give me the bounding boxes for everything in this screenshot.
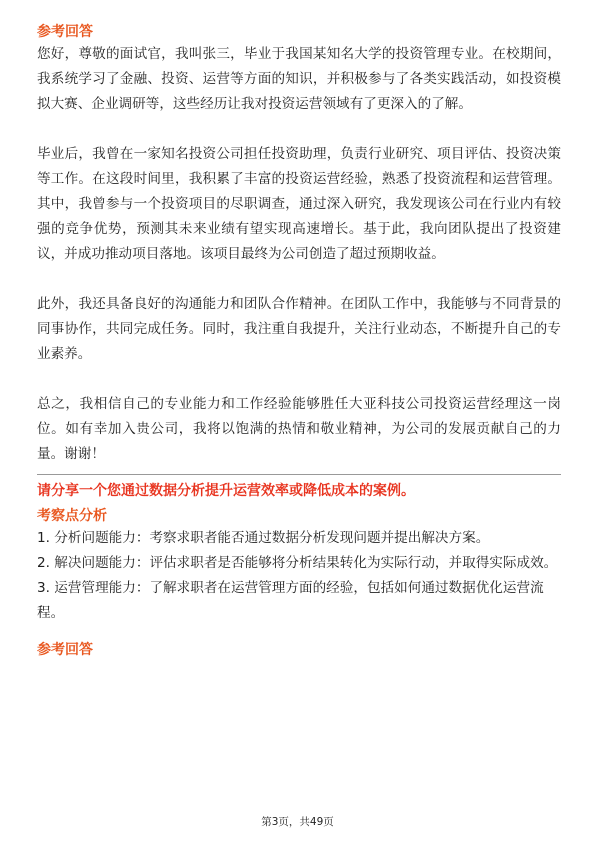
reference-answer-heading: 参考回答 — [37, 24, 93, 40]
analysis-item-2: 2. 解决问题能力：评估求职者是否能够将分析结果转化为实际行动，并取得实际成效。 — [37, 555, 558, 571]
document-page — [37, 22, 561, 660]
analysis-item-1: 1. 分析问题能力：考察求职者能否通过数据分析发现问题并提出解决方案。 — [37, 530, 490, 546]
question-heading: 请分享一个您通过数据分析提升运营效率或降低成本的案例。 — [37, 483, 415, 499]
answer-paragraph-1: 您好，尊敬的面试官，我叫张三，毕业于我国某知名大学的投资管理专业。在校期间，我系统学习了金融、投资、运营等方面的知识，并积极参与了各类实践活动，如投资模拟大赛、企业调研等，这些经历让我对投资运营领域有了更深入的了解。 — [37, 46, 561, 112]
reference-answer-heading-2: 参考回答 — [37, 642, 93, 658]
section-divider — [37, 474, 561, 475]
page-number: 第3页，共49页 — [261, 816, 334, 828]
analysis-heading: 考察点分析 — [37, 508, 107, 524]
answer-paragraph-2: 毕业后，我曾在一家知名投资公司担任投资助理，负责行业研究、项目评估、投资决策等工作。在这段时间里，我积累了丰富的投资运营经验，熟悉了投资流程和运营管理。其中，我曾参与一个投资项目的尽职调查，通过深入研究，我发现该公司在行业内有较强的竞争优势，预测其未来业绩有望实现高速增长。基于此，我向团队提出了投资建议，并成功推动项目落地。该项目最终为公司创造了超过预期收益。 — [37, 146, 561, 262]
answer-paragraph-3: 此外，我还具备良好的沟通能力和团队合作精神。在团队工作中，我能够与不同背景的同事协作，共同完成任务。同时，我注重自我提升，关注行业动态，不断提升自己的专业素养。 — [37, 296, 561, 362]
answer-paragraph-4: 总之，我相信自己的专业能力和工作经验能够胜任大亚科技公司投资运营经理这一岗位。如有幸加入贵公司，我将以饱满的热情和敬业精神，为公司的发展贡献自己的力量。谢谢！ — [37, 396, 561, 462]
analysis-item-3: 3. 运营管理能力：了解求职者在运营管理方面的经验，包括如何通过数据优化运营流程。 — [37, 580, 544, 621]
